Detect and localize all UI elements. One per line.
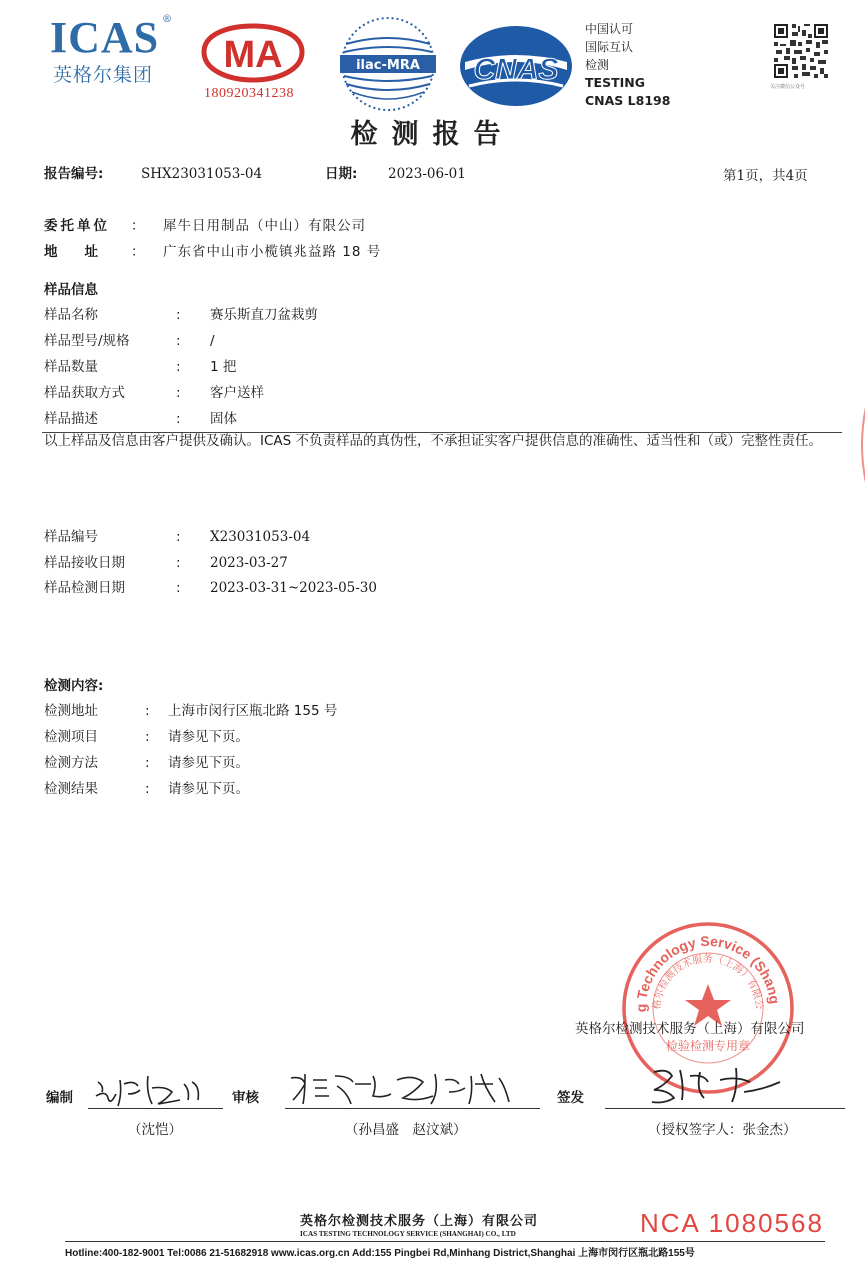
cma-text: MA — [223, 34, 283, 76]
sample-id-label: 样品编号 — [44, 529, 98, 545]
testing-result-label: 检测结果 — [44, 781, 98, 797]
cma-logo — [198, 22, 308, 104]
issuer-signature — [640, 1062, 790, 1106]
testing-address-colon: : — [145, 703, 150, 719]
sample-description: 固体 — [210, 411, 237, 427]
testing-date-colon: : — [176, 580, 181, 596]
issued-by-label: 签发 — [557, 1090, 584, 1106]
received-date-colon: : — [176, 555, 181, 571]
reviewed-by-label: 审核 — [232, 1090, 259, 1106]
icas-logo — [50, 13, 175, 86]
disclaimer-notice: 以上样品及信息由客户提供及确认。ICAS 不负责样品的真伪性，不承担证实客户提供信息的准确性、适当性和（或）完整性责任。 — [44, 433, 823, 449]
ilac-text: ilac-MRA — [356, 58, 420, 73]
sample-source-label: 样品获取方式 — [44, 385, 125, 401]
ilac-mra-logo — [338, 14, 438, 114]
report-title: 检测报告 — [350, 119, 515, 150]
client-colon: ： — [131, 218, 145, 234]
testing-items: 请参见下页。 — [168, 729, 249, 745]
accred-line-4: TESTING — [585, 75, 645, 90]
sample-source: 客户送样 — [210, 385, 264, 401]
issuer-name: （授权签字人：张金杰） — [648, 1122, 797, 1138]
footer-divider — [65, 1241, 825, 1242]
address-label: 地 址 — [44, 244, 98, 260]
client-name: 犀牛日用制品（中山）有限公司 — [163, 218, 366, 234]
seal-inner-text: 格尔检测技术服务（上海）有限公 — [651, 954, 765, 1011]
sample-quantity-colon: : — [176, 359, 181, 375]
accreditation-block — [585, 20, 670, 110]
testing-result-colon: : — [145, 781, 150, 797]
compiled-by-label: 编制 — [46, 1090, 73, 1106]
sample-id: X23031053-04 — [210, 529, 311, 545]
icas-group-name: 英格尔集团 — [53, 64, 154, 86]
testing-result: 请参见下页。 — [168, 781, 249, 797]
testing-content-heading: 检测内容: — [44, 678, 104, 694]
cma-number: 180920341238 — [204, 86, 294, 101]
compiler-signature-line — [88, 1108, 223, 1109]
testing-address-label: 检测地址 — [44, 703, 98, 719]
sample-quantity-label: 样品数量 — [44, 359, 98, 375]
sample-name: 赛乐斯直刀盆栽剪 — [210, 307, 318, 323]
reviewer-names: （孙昌盛 赵汶斌） — [345, 1122, 467, 1138]
qr-caption: 关注微信公众号 — [770, 84, 806, 90]
sample-model-label: 样品型号/规格 — [44, 333, 130, 349]
cma-emblem-icon — [198, 22, 308, 86]
testing-address: 上海市闵行区瓶北路 155 号 — [168, 703, 338, 719]
sample-name-colon: : — [176, 307, 181, 323]
testing-date: 2023-03-31~2023-05-30 — [210, 580, 377, 596]
client-label: 委托单位 — [44, 218, 110, 234]
footer-company-cn: 英格尔检测技术服务（上海）有限公司 — [300, 1214, 539, 1229]
page-info: 第1页，共4页 — [723, 168, 808, 184]
seal-bottom-text: 检验检测专用章 — [665, 1039, 751, 1053]
sample-info-heading: 样品信息 — [44, 282, 98, 298]
icas-logo-word: ICAS — [50, 13, 160, 62]
compiler-name: （沈恺） — [128, 1122, 182, 1138]
testing-method: 请参见下页。 — [168, 755, 249, 771]
cnas-globe-icon — [457, 24, 575, 108]
sample-name-label: 样品名称 — [44, 307, 98, 323]
date-label: 日期: — [325, 166, 358, 182]
registered-mark: ® — [162, 14, 172, 25]
accred-line-5: CNAS L8198 — [585, 93, 671, 108]
client-address: 广东省中山市小榄镇兆益路 18 号 — [163, 244, 382, 260]
ilac-globe-icon — [338, 14, 438, 114]
footer-company-en: ICAS TESTING TECHNOLOGY SERVICE (SHANGHAI) CO., LTD — [300, 1230, 516, 1238]
sample-source-colon: : — [176, 385, 181, 401]
report-date: 2023-06-01 — [388, 166, 466, 182]
testing-method-label: 检测方法 — [44, 755, 98, 771]
sample-description-colon: : — [176, 411, 181, 427]
seal-outer-text: g Technology Service (Shang — [632, 932, 783, 1013]
accred-line-3: 检测 — [585, 58, 610, 72]
address-colon: ： — [131, 244, 145, 260]
sample-model-colon: : — [176, 333, 181, 349]
testing-items-colon: : — [145, 729, 150, 745]
sample-model: / — [210, 333, 215, 349]
testing-date-label: 样品检测日期 — [44, 580, 125, 596]
received-date: 2023-03-27 — [210, 555, 288, 571]
cnas-text: CNAS — [473, 53, 559, 86]
accred-line-1: 中国认可 — [585, 22, 634, 36]
reviewer-signature-line — [285, 1108, 540, 1109]
cnas-logo — [457, 24, 575, 108]
footer-contact-info: Hotline:400-182-9001 Tel:0086 21-51682918 www.icas.org.cn Add:155 Pingbei Rd,Minhang District,Shanghai 上海市闵行区瓶北路155号 — [65, 1248, 695, 1259]
edge-seal-fragment-icon — [856, 405, 865, 485]
reviewer-signature — [285, 1066, 535, 1110]
accred-line-2: 国际互认 — [585, 40, 634, 54]
sample-quantity: 1 把 — [210, 359, 237, 375]
report-number: SHX23031053-04 — [141, 166, 263, 182]
issuing-company: 英格尔检测技术服务（上海）有限公司 — [575, 1021, 805, 1037]
testing-method-colon: : — [145, 755, 150, 771]
received-date-label: 样品接收日期 — [44, 555, 125, 571]
report-number-label: 报告编号: — [44, 166, 104, 182]
sample-id-colon: : — [176, 529, 181, 545]
qr-code-icon — [772, 22, 830, 80]
document-serial-number: NCA 1080568 — [640, 1208, 824, 1238]
testing-items-label: 检测项目 — [44, 729, 98, 745]
issuer-signature-line — [605, 1108, 845, 1109]
sample-description-label: 样品描述 — [44, 411, 98, 427]
compiler-signature — [88, 1070, 218, 1110]
